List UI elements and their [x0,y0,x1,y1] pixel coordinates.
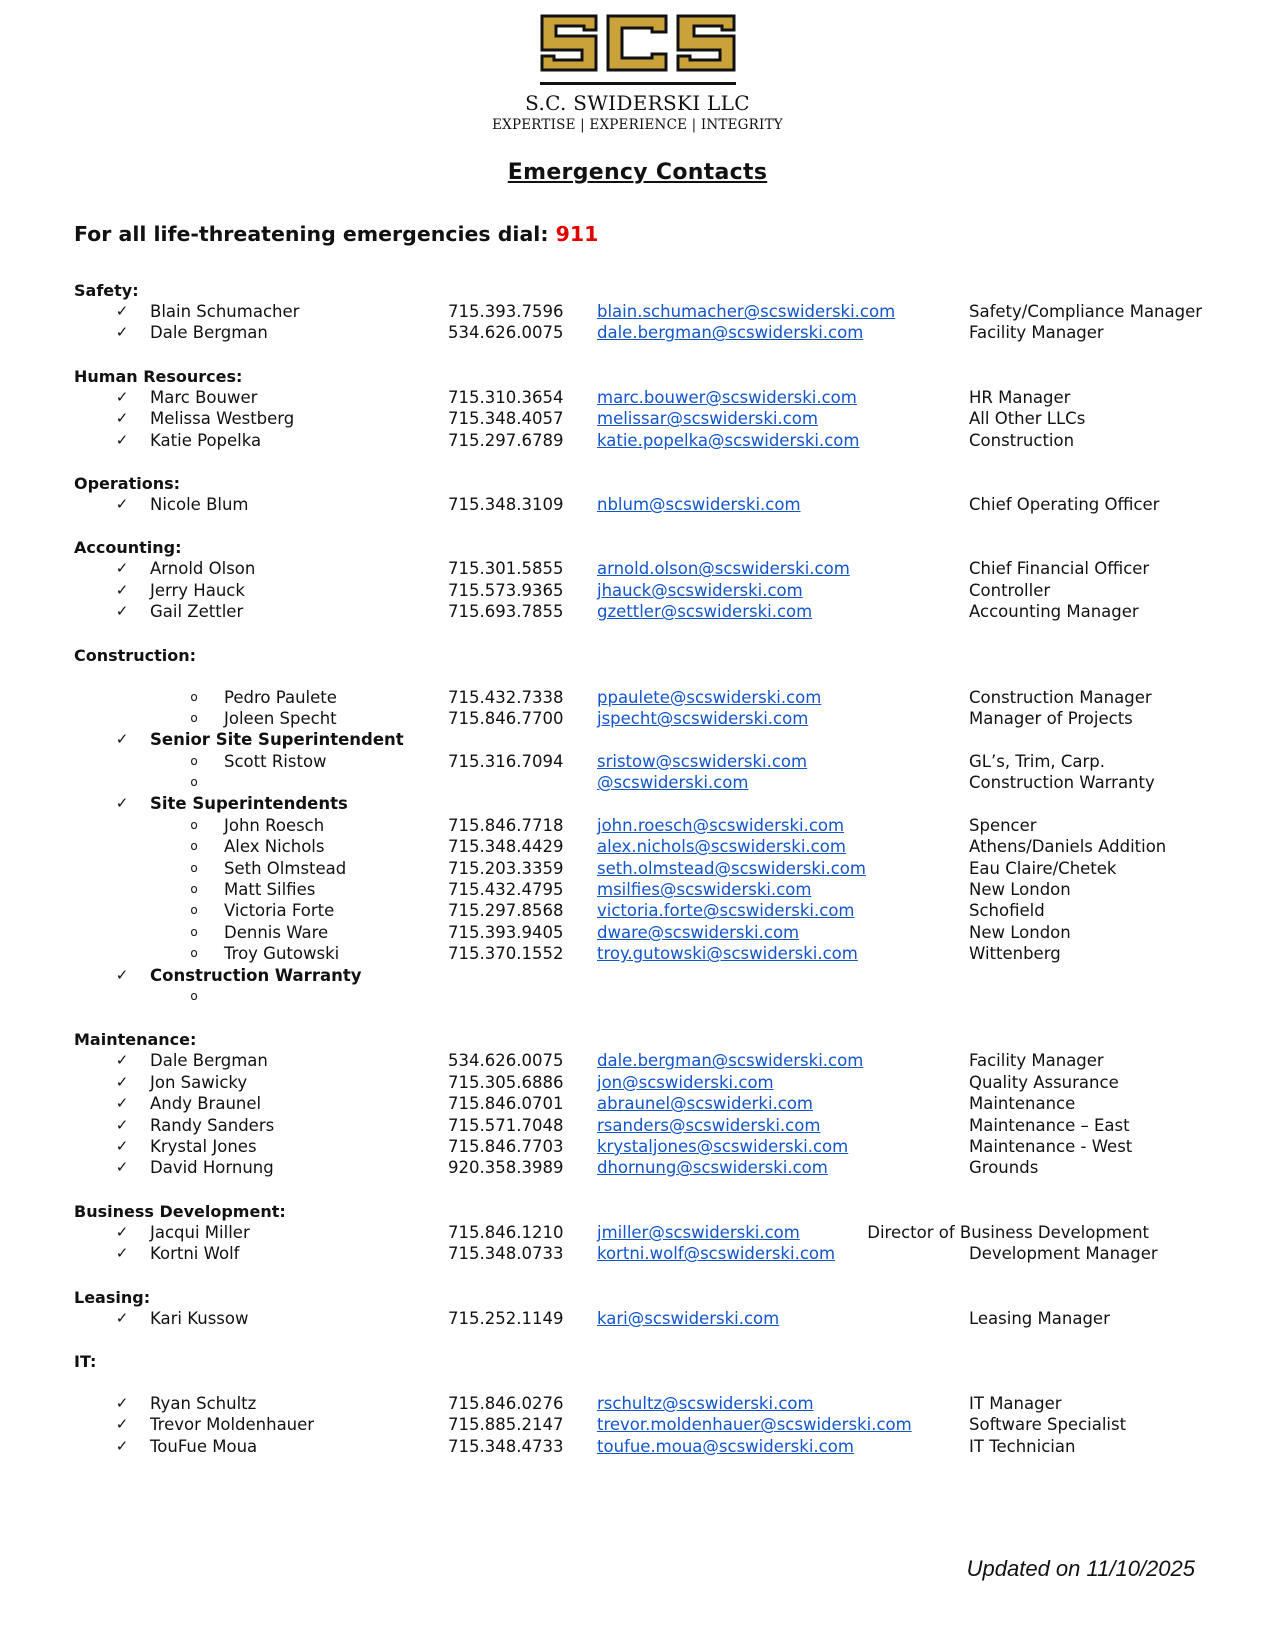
contact-name: Senior Site Superintendent [150,730,404,750]
contact-email-link[interactable]: arnold.olson@scswiderski.com [597,559,850,579]
contact-phone: 715.846.7700 [448,708,564,728]
contact-email-link[interactable]: ppaulete@scswiderski.com [597,687,822,707]
contact-email-link[interactable]: jspecht@scswiderski.com [597,708,809,728]
contact-email-link[interactable]: toufue.moua@scswiderski.com [597,1436,854,1456]
blank-line [0,666,1275,687]
contact-phone: 715.348.4057 [448,409,564,429]
page-title: Emergency Contacts [507,160,768,185]
checkmark-icon: ✓ [115,430,129,449]
contact-phone: 715.846.0701 [448,1094,564,1114]
contact-row [0,815,1275,836]
contact-name: Troy Gutowski [224,944,340,964]
contact-role: New London [969,880,1071,900]
contact-phone: 715.348.0733 [448,1244,564,1264]
contact-phone: 534.626.0075 [448,1051,564,1071]
contact-row [0,1115,1275,1136]
contact-row [0,772,1275,793]
checkmark-icon: ✓ [115,1436,129,1455]
bullet-icon: o [190,817,198,832]
contact-name: Randy Sanders [150,1115,275,1135]
contact-name: Krystal Jones [150,1136,257,1156]
contact-phone: 715.316.7094 [448,751,564,771]
contact-role: All Other LLCs [969,409,1086,429]
contact-row [0,708,1275,729]
checkmark-icon: ✓ [115,559,129,578]
contact-name: Arnold Olson [150,559,256,579]
contact-email-link[interactable]: kortni.wolf@scswiderski.com [597,1244,836,1264]
contact-row [0,943,1275,964]
contact-row [0,322,1275,343]
contact-row [0,858,1275,879]
contact-name: Pedro Paulete [224,687,337,707]
contact-role: Facility Manager [969,1051,1104,1071]
contact-phone: 715.846.7703 [448,1136,564,1156]
contact-name: Katie Popelka [150,430,262,450]
contact-name: Ryan Schultz [150,1393,257,1413]
contact-section [0,473,1275,515]
contact-row [0,879,1275,900]
contact-email-link[interactable]: marc.bouwer@scswiderski.com [597,387,857,407]
contact-email-link[interactable]: jhauck@scswiderski.com [597,580,803,600]
contact-name: David Hornung [150,1158,274,1178]
contact-row [0,408,1275,429]
contact-name: Gail Zettler [150,602,244,622]
contact-email-link[interactable]: melissar@scswiderski.com [597,409,818,429]
section-heading: Construction: [74,645,196,665]
contact-phone: 715.846.1210 [448,1222,564,1242]
contact-section [0,366,1275,451]
contact-name: Scott Ristow [224,751,327,771]
contact-phone: 534.626.0075 [448,323,564,343]
checkmark-icon: ✓ [115,1393,129,1412]
contact-email-link[interactable]: john.roesch@scswiderski.com [597,815,845,835]
contact-section [0,1029,1275,1178]
scs-logo-mark [538,10,738,74]
company-tagline: EXPERTISE | EXPERIENCE | INTEGRITY [492,117,783,133]
section-heading: Human Resources: [74,366,243,386]
contact-phone: 715.846.0276 [448,1393,564,1413]
subgroup-heading [0,793,1275,814]
contact-phone: 715.693.7855 [448,602,564,622]
emergency-prefix: For all life-threatening emergencies dial: [74,222,549,246]
section-heading: Business Development: [74,1201,286,1221]
contact-role: Maintenance – East [969,1115,1130,1135]
contact-email-link[interactable]: troy.gutowski@scswiderski.com [597,944,858,964]
contact-name: Site Superintendents [150,794,348,814]
bullet-icon: o [190,946,198,961]
contact-row [0,1136,1275,1157]
contact-role: Athens/Daniels Addition [969,837,1167,857]
contact-name: Construction Warranty [150,965,362,985]
contact-email-link[interactable]: dware@scswiderski.com [597,922,800,942]
contact-role: Grounds [969,1158,1039,1178]
contact-role: Construction Warranty [969,773,1155,793]
contact-email-link[interactable]: alex.nichols@scswiderski.com [597,837,846,857]
contact-row [0,1308,1275,1329]
contact-email-link[interactable]: rsanders@scswiderski.com [597,1115,821,1135]
contact-role: Accounting Manager [969,602,1139,622]
contact-role: GL’s, Trim, Carp. [969,751,1106,771]
contact-role: Wittenberg [969,944,1061,964]
bullet-icon: o [190,882,198,897]
contact-section [0,645,1275,1008]
checkmark-icon: ✓ [115,1158,129,1177]
contact-name: Joleen Specht [224,708,337,728]
contact-section [0,1351,1275,1457]
checkmark-icon: ✓ [115,794,129,813]
bullet-icon: o [190,860,198,875]
checkmark-icon: ✓ [115,323,129,342]
logo-rule [540,82,736,85]
contact-role: Construction Manager [969,687,1152,707]
contact-role: Director of Business Development [867,1222,1149,1242]
contact-phone: 715.348.4733 [448,1436,564,1456]
contact-row [0,687,1275,708]
checkmark-icon: ✓ [115,730,129,749]
contact-row [0,580,1275,601]
contact-email-link[interactable]: dale.bergman@scswiderski.com [597,1051,864,1071]
bullet-icon: o [190,710,198,725]
contact-role: Construction [969,430,1075,450]
contact-phone: 715.203.3359 [448,858,564,878]
contact-row [0,1436,1275,1457]
contact-name: Alex Nichols [224,837,325,857]
contact-name: Nicole Blum [150,494,249,514]
contact-name: Jerry Hauck [150,580,245,600]
bullet-icon: o [190,903,198,918]
contact-email-link[interactable]: blain.schumacher@scswiderski.com [597,302,896,321]
contact-name: Trevor Moldenhauer [150,1415,315,1435]
contact-email-link[interactable]: nblum@scswiderski.com [597,494,801,514]
contact-name: Dale Bergman [150,323,268,343]
contact-row [0,1157,1275,1178]
contact-phone: 715.348.3109 [448,494,564,514]
contact-phone: 715.310.3654 [448,387,564,407]
contact-name: Victoria Forte [224,901,335,921]
contact-role: Facility Manager [969,323,1104,343]
bullet-icon: o [190,839,198,854]
contact-name: Kortni Wolf [150,1244,240,1264]
contact-role: Controller [969,580,1051,600]
contact-email-link[interactable]: katie.popelka@scswiderski.com [597,430,860,450]
bullet-icon: o [190,988,198,1003]
contact-role: Eau Claire/Chetek [969,858,1117,878]
checkmark-icon: ✓ [115,494,129,513]
contact-role: Chief Operating Officer [969,494,1160,514]
contact-name: Blain Schumacher [150,302,300,321]
contact-name: Marc Bouwer [150,387,258,407]
contact-phone: 715.432.7338 [448,687,564,707]
contact-email-link[interactable]: @scswiderski.com [597,773,749,793]
section-heading: Leasing: [74,1287,151,1307]
contact-email-link[interactable]: jon@scswiderski.com [597,1072,774,1092]
contact-email-link[interactable]: rschultz@scswiderski.com [597,1393,814,1413]
contact-row [0,836,1275,857]
contact-row [0,430,1275,451]
contact-email-link[interactable]: kari@scswiderski.com [597,1308,780,1328]
section-heading: Operations: [74,473,181,493]
contact-row [0,1093,1275,1114]
company-logo [0,10,1275,133]
contact-role: Maintenance - West [969,1136,1133,1156]
contact-role: Maintenance [969,1094,1076,1114]
contact-phone: 715.432.4795 [448,880,564,900]
contact-phone: 715.301.5855 [448,559,564,579]
contact-phone: 715.297.8568 [448,901,564,921]
bullet-icon: o [190,689,198,704]
contact-phone: 715.370.1552 [448,944,564,964]
contact-section [0,1287,1275,1329]
contact-section [0,1201,1275,1265]
contact-phone: 715.571.7048 [448,1115,564,1135]
contact-email-link[interactable]: victoria.forte@scswiderski.com [597,901,855,921]
contact-row [0,986,1275,1007]
contact-role: Chief Financial Officer [969,559,1150,579]
contact-phone: 715.305.6886 [448,1072,564,1092]
section-heading: Accounting: [74,538,182,558]
contact-phone: 715.885.2147 [448,1415,564,1435]
contact-row [0,1393,1275,1414]
contact-name: John Roesch [224,815,325,835]
contact-row [0,900,1275,921]
checkmark-icon: ✓ [115,1072,129,1091]
contact-row [0,601,1275,622]
contact-row [0,1050,1275,1071]
checkmark-icon: ✓ [115,1051,129,1070]
bullet-icon: o [190,775,198,790]
blank-line [0,1372,1275,1393]
contact-email-link[interactable]: msilfies@scswiderski.com [597,880,812,900]
contact-role: HR Manager [969,387,1071,407]
contact-phone: 715.297.6789 [448,430,564,450]
checkmark-icon: ✓ [115,302,129,320]
contact-email-link[interactable]: dale.bergman@scswiderski.com [597,323,864,343]
contact-phone: 715.393.9405 [448,922,564,942]
contact-row [0,922,1275,943]
contact-role: Development Manager [969,1244,1158,1264]
contact-name: Dennis Ware [224,922,329,942]
checkmark-icon: ✓ [115,387,129,406]
contact-phone: 715.393.7596 [448,302,564,321]
contact-name: Jon Sawicky [150,1072,248,1092]
contact-name: Kari Kussow [150,1308,249,1328]
checkmark-icon: ✓ [115,1415,129,1434]
subgroup-heading [0,729,1275,750]
contact-name: Andy Braunel [150,1094,262,1114]
checkmark-icon: ✓ [115,1308,129,1327]
contact-row [0,301,1275,322]
emergency-line [74,222,598,246]
contact-name: Melissa Westberg [150,409,295,429]
contact-name: TouFue Moua [150,1436,258,1456]
checkmark-icon: ✓ [115,1244,129,1263]
section-heading: IT: [74,1351,97,1371]
contact-name: Matt Silfies [224,880,316,900]
contact-phone: 715.573.9365 [448,580,564,600]
checkmark-icon: ✓ [115,1136,129,1155]
section-heading: Maintenance: [74,1030,197,1050]
section-heading: Safety: [74,281,139,300]
contact-role: Spencer [969,815,1037,835]
contact-row [0,1222,1275,1243]
contact-phone: 920.358.3989 [448,1158,564,1178]
emergency-number: 911 [555,222,599,246]
contact-email-link[interactable]: abraunel@scswiderki.com [597,1094,814,1114]
contact-section [0,537,1275,622]
contact-row [0,1243,1275,1264]
contact-role: New London [969,922,1071,942]
bullet-icon: o [190,924,198,939]
contact-email-link[interactable]: seth.olmstead@scswiderski.com [597,858,866,878]
contact-email-link[interactable]: dhornung@scswiderski.com [597,1158,828,1178]
contact-email-link[interactable]: gzettler@scswiderski.com [597,602,813,622]
contact-row [0,494,1275,515]
contact-row [0,1414,1275,1435]
contact-section [0,280,1275,344]
contact-name: Dale Bergman [150,1051,268,1071]
contact-row [0,558,1275,579]
checkmark-icon: ✓ [115,1115,129,1134]
contact-role: IT Manager [969,1393,1062,1413]
contact-role: Schofield [969,901,1045,921]
contact-row [0,387,1275,408]
contact-name: Seth Olmstead [224,858,347,878]
contact-email-link[interactable]: trevor.moldenhauer@scswiderski.com [597,1415,912,1435]
company-name: S.C. SWIDERSKI LLC [525,91,750,115]
checkmark-icon: ✓ [115,602,129,621]
contact-email-link[interactable]: sristow@scswiderski.com [597,751,808,771]
contact-role: Leasing Manager [969,1308,1110,1328]
updated-date: Updated on 11/10/2025 [966,1556,1195,1581]
checkmark-icon: ✓ [115,965,129,984]
subgroup-heading [0,965,1275,986]
contact-name: Jacqui Miller [150,1222,250,1242]
contact-phone: 715.252.1149 [448,1308,564,1328]
checkmark-icon: ✓ [115,580,129,599]
checkmark-icon: ✓ [115,1094,129,1113]
checkmark-icon: ✓ [115,409,129,428]
contact-row [0,751,1275,772]
contact-role: Safety/Compliance Manager [969,302,1203,321]
contact-phone: 715.348.4429 [448,837,564,857]
bullet-icon: o [190,753,198,768]
contact-role: Quality Assurance [969,1072,1119,1092]
contact-email-link[interactable]: jmiller@scswiderski.com [597,1222,800,1242]
checkmark-icon: ✓ [115,1222,129,1241]
contact-email-link[interactable]: krystaljones@scswiderski.com [597,1136,849,1156]
contact-phone: 715.846.7718 [448,815,564,835]
contact-role: Manager of Projects [969,708,1133,728]
contact-row [0,1072,1275,1093]
contact-role: IT Technician [969,1436,1076,1456]
contact-role: Software Specialist [969,1415,1127,1435]
contact-sections [0,280,1275,1479]
